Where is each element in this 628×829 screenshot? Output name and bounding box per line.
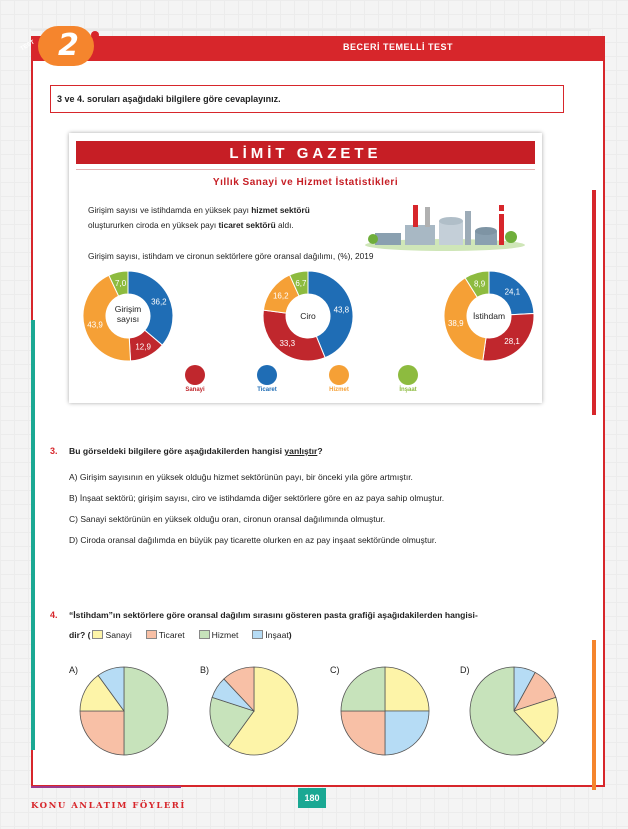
legend-sanayi [170,365,220,393]
legend-label: Ticaret [257,387,277,393]
test-number: 2 [58,28,79,63]
para-part: Girişim sayısı ve istihdamda en yüksek payı [88,205,252,215]
para-part: oluştururken ciroda en yüksek payı [88,220,219,230]
header-title: BECERİ TEMELLİ TEST [342,42,453,52]
intro-box [50,85,564,113]
donut-value-label: 6,7 [295,278,307,288]
right-accent-red [592,190,596,415]
q3-stem-underlined: yanlıştır [284,446,318,456]
pie-slice-ticaret [80,711,124,755]
pie-option-b[interactable] [208,665,300,757]
legend-hizmet [314,365,364,393]
gazette-paragraph [88,203,378,233]
footer-label: KONU ANLATIM FÖYLERİ [31,801,186,811]
q4-stem-part: ) [288,630,292,640]
factory-icon [185,365,205,385]
factory-illustration [365,195,525,251]
pie-option-d-label[interactable]: D) [460,665,470,675]
donut-value-label: 38,9 [447,319,464,329]
pie-slice-i̇nşaat [385,711,429,755]
center-line: sayısı [116,314,140,324]
left-accent [31,320,35,750]
gazette-title: LİMİT GAZETE [229,145,382,162]
building-icon [398,365,418,385]
q3-number: 3. [50,446,58,456]
legend-ticaret [242,365,292,393]
para-part: aldı. [275,220,294,230]
q3-option-d[interactable]: D) Ciroda oransal dağılımda en büyük pay ticarette olurken en az pay inşaat sektöründe olmuştur. [69,535,437,545]
legend-label: Sanayi [185,387,205,393]
swatch-ticaret [146,630,157,639]
swatch-hizmet [199,630,210,639]
q4-number: 4. [50,610,58,620]
donut-value-label: 33,3 [279,338,296,348]
pie-option-a[interactable] [78,665,170,757]
swatch-insaat [252,630,263,639]
donut-value-label: 7,0 [115,278,127,288]
pie-slice-sanayi [385,667,429,711]
donut-center-label: Ciro [300,311,316,321]
gazette-card [69,133,542,403]
right-accent-orange [592,640,596,790]
q4-stem: “İstihdam”ın sektörlere göre oransal dağılım sırasını gösteren pasta grafiği aşağıdakilerden hangisi- [69,610,478,620]
donut-ciro [261,269,355,363]
q3-option-c[interactable]: C) Sanayi sektörünün en yüksek olduğu oran, cironun oransal dağılımında olmuştur. [69,514,386,524]
legend-label: İnşaat [399,387,417,393]
donut-value-label: 28,1 [504,337,520,347]
center-line: Girişim [114,304,142,314]
donut-value-label: 24,1 [504,287,521,297]
chart-caption: Girişim sayısı, istihdam ve cironun sektörlere göre oransal dağılımı, (%), 2019 [88,251,374,261]
donut-center-label [109,304,147,324]
legend-insaat [383,365,433,393]
swatch-sanayi [92,630,103,639]
pie-option-b-label[interactable]: B) [200,665,209,675]
q3-stem-part: Bu görseldeki bilgilere göre aşağıdakilerden hangisi [69,446,285,456]
test-badge-word: TEST [19,39,36,53]
gazette-subtitle: Yıllık Sanayi ve Hizmet İstatistikleri [212,177,399,188]
pie-option-a-label[interactable]: A) [69,665,78,675]
top-rule [31,29,591,31]
gazette-title-bar [76,141,535,164]
page-number: 180 [298,788,326,808]
pie-slice-hizmet [341,667,385,711]
tools-icon [329,365,349,385]
footer-rule [31,786,181,788]
donut-value-label: 43,9 [87,320,103,330]
donut-value-label: 12,9 [135,342,151,352]
intro-text: 3 ve 4. soruları aşağıdaki bilgilere göre cevaplayınız. [57,94,281,104]
para-bold: hizmet sektörü [251,205,310,215]
q3-stem [69,446,323,456]
donut-value-label: 16,2 [272,291,289,301]
q4-legend-label: Ticaret [158,630,185,640]
pie-option-c[interactable] [339,665,431,757]
cart-icon [257,365,277,385]
q3-stem-part: ? [317,446,323,456]
q4-stem-line2 [69,630,292,640]
donut-center-label: İstihdam [472,311,506,321]
gazette-rule [76,169,535,170]
para-bold: ticaret sektörü [218,220,276,230]
pie-option-d[interactable] [468,665,560,757]
badge-dot [91,31,99,39]
donut-value-label: 8,9 [474,279,486,289]
header-bar [31,36,605,61]
donut-istihdam [442,269,536,363]
q3-option-b[interactable]: B) İnşaat sektörü; girişim sayısı, ciro ve istihdamda diğer sektörlere göre en az paya sahip olmuştur. [69,493,445,503]
q4-legend-label: İnşaat [265,630,289,640]
donut-value-label: 36,2 [151,297,167,307]
q4-stem-part: dir? ( [69,630,91,640]
pie-slice-ticaret [341,711,385,755]
legend-label: Hizmet [329,387,349,393]
pie-option-c-label[interactable]: C) [330,665,340,675]
q4-legend-label: Sanayi [105,630,132,640]
donut-value-label: 43,8 [333,305,350,315]
pie-slice-hizmet [124,667,168,755]
donut-girisim [81,269,175,363]
q4-legend-label: Hizmet [211,630,239,640]
q3-option-a[interactable]: A) Girişim sayısının en yüksek olduğu hizmet sektörünün payı, bir önceki yıla göre artmıştır. [69,472,413,482]
